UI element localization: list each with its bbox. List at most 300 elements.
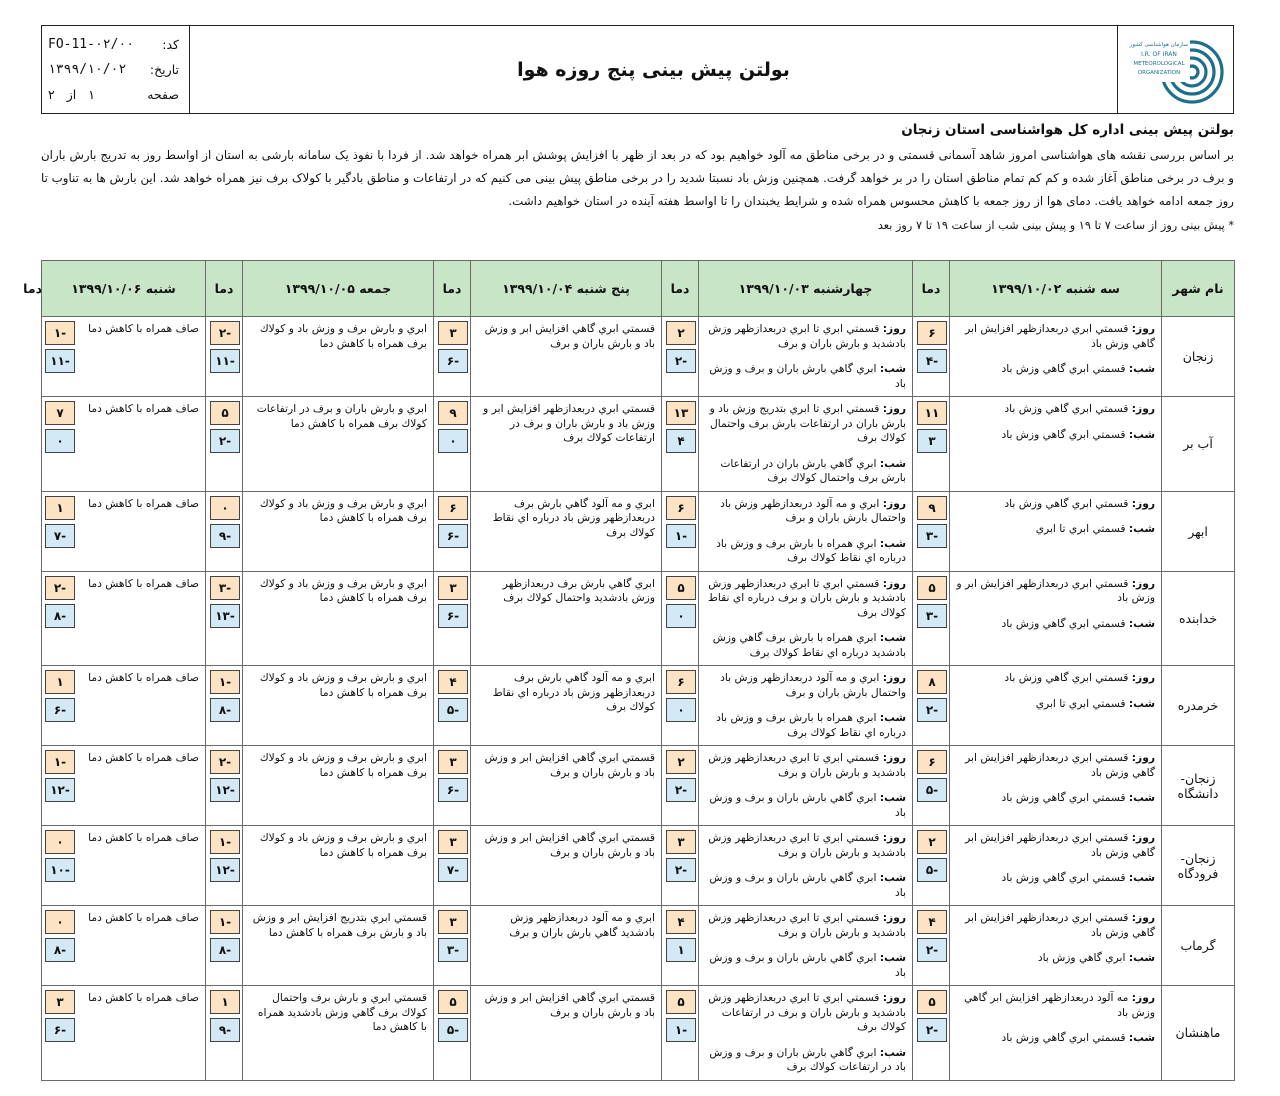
night-label: شب: (879, 1045, 906, 1059)
day-text: قسمتي ابري دربعدازظهر افزايش ابر و وزش باد (956, 576, 1155, 604)
page-total: ۲ (48, 87, 55, 102)
bulletin-header (41, 25, 1234, 114)
header-temp-3: دما (434, 261, 471, 317)
night-text: ابري گاهي بارش باران و برف و وزش باد (709, 362, 906, 390)
min-temp: -۲ (666, 778, 696, 802)
max-temp: ۵ (666, 990, 696, 1014)
night-forecast (705, 951, 906, 980)
night-forecast (956, 362, 1155, 377)
forecast-text: ابري و بارش برف و وزش باد و كولاك برف همراه با كاهش دما (259, 831, 427, 859)
temp-cell (913, 826, 950, 906)
night-text: ابري گاهي بارش باران در ارتفاعات بارش برف واحتمال كولاك برف (720, 456, 906, 484)
night-forecast (705, 631, 906, 660)
min-temp: -۴ (917, 349, 947, 373)
header-day-2: چهارشنبه ۱۳۹۹/۱۰/۰۳ (699, 261, 913, 317)
day-text: قسمتي ابري دربعدازظهر افزايش ابر گاهي وزش باد (965, 751, 1155, 779)
temp-cell (434, 826, 471, 906)
min-temp: -۱۳ (210, 604, 240, 628)
city-name: زنجان-فرودگاه (1162, 826, 1235, 906)
night-label: شب: (1128, 951, 1155, 964)
forecast-cell (950, 317, 1162, 397)
day-label: روز: (882, 751, 906, 764)
night-text: ابري همراه با بارش برف و وزش باد درباره اي نقاط كولاك برف (716, 711, 906, 739)
min-temp: ۰ (666, 698, 696, 722)
night-forecast (956, 871, 1155, 886)
day-forecast (705, 322, 906, 351)
temp-cell (913, 317, 950, 397)
night-forecast (956, 617, 1155, 632)
day-text: قسمتي ابري تا ابري دربعدازظهر وزش بادشديد و بارش باران و برف (708, 322, 906, 350)
forecast-text: قسمتي ابري گاهي افزايش ابر و وزش باد و بارش باران و برف (484, 991, 655, 1019)
day-forecast (705, 911, 906, 940)
table-row (42, 746, 1235, 826)
night-label: شب: (1128, 362, 1155, 375)
page-of: از (66, 87, 77, 102)
day-text: قسمتي ابري تا ابري دربعدازظهر وزش بادشديد و بارش باران و برف (708, 911, 906, 939)
forecast-cell (699, 571, 913, 666)
forecast-cell (699, 826, 913, 906)
temp-cell (662, 746, 699, 826)
city-name: زنجان-دانشگاه (1162, 746, 1235, 826)
day-text: ابري و مه آلود دربعدازظهر وزش باد واحتمال بارش باران و برف (720, 496, 906, 524)
min-temp: ۳ (917, 429, 947, 453)
forecast-cell (471, 906, 662, 986)
max-temp: ۶ (917, 321, 947, 345)
temp-cell (206, 746, 243, 826)
min-temp: -۱۰ (45, 858, 75, 882)
forecast-cell (950, 826, 1162, 906)
forecast-text: صاف همراه با كاهش دما (88, 911, 199, 924)
forecast-cell (699, 491, 913, 571)
min-temp: -۲ (666, 349, 696, 373)
day-forecast (956, 497, 1155, 512)
meta-code (48, 32, 179, 57)
forecast-cell (699, 746, 913, 826)
max-temp: ۱۱ (917, 401, 947, 425)
intro-body: بر اساس بررسی نقشه های هواشناسی امروز شاهد آسمانی قسمتی و در برخی مناطق مه آلود خواهیم بود که در بعد از ظهر با افزایش پوشش ابر همراه خواهد شد. از فردا با نفوذ یک سامانه بارشی به استان از اواسط روز به تدریج بارش باران و برف در برخی مناطق آغاز شده و کم کم تمام مناطق استان را در بر خواهد گرفت. همچنین وزش باد نسبتا شدید را در برخی مناطق پیش بینی می کنیم که در ارتفاعات و مناطق بادگیر با کولاک برف نیز همراه خواهد شد. این بارش ها به تناوب تا روز جمعه ادامه خواهد یافت. دمای هوا از روز جمعه با کاهش محسوس همراه شده و شرایط یخبندان را تا اواسط هفته آینده در استان خواهیم داشت. (41, 148, 1234, 208)
document-meta (42, 26, 190, 113)
night-label: شب: (879, 711, 906, 724)
max-temp: -۳ (210, 576, 240, 600)
forecast-cell (243, 666, 434, 746)
temp-cell (662, 986, 699, 1081)
day-label: روز: (1131, 911, 1155, 924)
meta-date (48, 57, 179, 82)
night-label: شب: (879, 631, 906, 644)
table-row (42, 491, 1235, 571)
day-forecast (956, 751, 1155, 780)
min-temp: -۹ (210, 524, 240, 548)
temp-cell (434, 746, 471, 826)
day-forecast (956, 402, 1155, 417)
header-day-3: پنج شنبه ۱۳۹۹/۱۰/۰۴ (471, 261, 662, 317)
temp-cell (913, 746, 950, 826)
table-row (42, 986, 1235, 1081)
min-temp: -۳ (438, 938, 468, 962)
max-temp: ۶ (666, 670, 696, 694)
max-temp: ۵ (666, 576, 696, 600)
max-temp: ۵ (917, 576, 947, 600)
night-forecast (705, 537, 906, 566)
city-name: خرمدره (1162, 666, 1235, 746)
temp-cell (206, 491, 243, 571)
max-temp: ۶ (438, 496, 468, 520)
min-temp: -۲ (210, 429, 240, 453)
table-row (42, 906, 1235, 986)
min-temp: ۰ (666, 604, 696, 628)
max-temp: ۶ (917, 750, 947, 774)
meteorological-organization-logo (1124, 32, 1228, 108)
max-temp: ۳ (438, 576, 468, 600)
max-temp: ۴ (917, 910, 947, 934)
forecast-cell (471, 826, 662, 906)
night-label: شب: (879, 456, 906, 470)
forecast-text: ابري و مه آلود دربعدازظهر وزش بادشديد گاهي بارش باران و برف (509, 911, 655, 939)
forecast-text: قسمتي ابري گاهي افزايش ابر و وزش باد و بارش باران و برف (484, 322, 655, 350)
min-temp: -۸ (45, 604, 75, 628)
day-label: روز: (882, 911, 906, 924)
forecast-text: صاف همراه با كاهش دما (88, 576, 199, 590)
night-label: شب: (879, 536, 906, 550)
min-temp: -۶ (438, 349, 468, 373)
night-forecast (705, 871, 906, 900)
temp-cell (206, 986, 243, 1081)
header-temp-4: دما (206, 261, 243, 317)
forecast-text: ابري و مه آلود گاهي بارش برف دربعدازظهر وزش باد درباره اي نقاط كولاك برف (492, 496, 655, 539)
day-text: قسمتي ابري دربعدازظهر افزايش ابر گاهي وزش باد (965, 911, 1155, 939)
temp-cell (434, 397, 471, 492)
day-text: قسمتي ابري دربعدازظهر افزايش ابر گاهي وزش باد (965, 322, 1155, 350)
intro-heading: بولتن پیش بینی اداره کل هواشناسی استان زنجان (901, 122, 1234, 138)
page-number (48, 87, 95, 102)
header-temp-2: دما (662, 261, 699, 317)
min-temp: -۱۲ (45, 778, 75, 802)
temp-cell (662, 571, 699, 666)
day-forecast (956, 831, 1155, 860)
min-temp: -۱۲ (210, 858, 240, 882)
day-label: روز: (882, 576, 906, 590)
day-forecast (956, 671, 1155, 686)
min-temp: -۶ (45, 698, 75, 722)
min-temp: -۲ (917, 938, 947, 962)
day-forecast (956, 577, 1155, 606)
night-forecast (705, 711, 906, 740)
forecast-time-note: * پیش بینی روز از ساعت ۷ تا ۱۹ و پیش بینی شب از ساعت ۱۹ تا ۷ روز بعد (877, 219, 1234, 232)
forecast-text: قسمتي ابري و بارش برف واحتمال كولاك برف گاهي وزش بادشديد همراه با كاهش دما (257, 991, 427, 1033)
forecast-text: قسمتي ابري بتدريج افزايش ابر و وزش باد و بارش برف همراه با كاهش دما (252, 911, 427, 939)
header-day-4: جمعه ۱۳۹۹/۱۰/۰۵ (243, 261, 434, 317)
forecast-cell (950, 986, 1162, 1081)
min-temp: -۱۱ (45, 349, 75, 373)
night-text: ابري گاهي وزش باد (1037, 951, 1126, 964)
night-text: قسمتي ابري تا ابري (1035, 522, 1126, 535)
day-forecast (705, 991, 906, 1035)
max-temp: ۹ (917, 496, 947, 520)
night-forecast (705, 457, 906, 486)
max-temp: ۱ (210, 990, 240, 1014)
forecast-text: صاف همراه با كاهش دما (88, 991, 199, 1004)
night-text: قسمتي ابري گاهي وزش باد (1001, 1031, 1126, 1044)
forecast-cell (243, 397, 434, 492)
forecast-text: صاف همراه با كاهش دما (88, 671, 199, 684)
forecast-cell (471, 666, 662, 746)
date-value: ۱۳۹۹/۱۰/۰۲ (48, 62, 127, 77)
night-label: شب: (1128, 1031, 1155, 1044)
min-temp: -۳ (917, 524, 947, 548)
city-name: زنجان (1162, 317, 1235, 397)
city-name: ماهنشان (1162, 986, 1235, 1081)
max-temp: ۲ (917, 830, 947, 854)
temp-cell (913, 397, 950, 492)
day-text: قسمتي ابري تا ابري دربعدازظهر وزش بادشديد و بارش باران و برف در ارتفاعات كولاك برف (708, 991, 906, 1033)
min-temp: -۷ (45, 524, 75, 548)
max-temp: -۱ (210, 910, 240, 934)
max-temp: ۵ (438, 990, 468, 1014)
day-forecast (705, 577, 906, 621)
max-temp: ۴ (666, 910, 696, 934)
min-temp: -۱۲ (210, 778, 240, 802)
logo-text-1: سازمان هواشناسی کشور (1129, 41, 1188, 48)
forecast-text: صاف همراه با كاهش دما (88, 751, 199, 764)
forecast-text: ابري و بارش برف و وزش باد و كولاك برف همراه با كاهش دما (259, 751, 427, 779)
min-temp: -۶ (45, 1018, 75, 1042)
max-temp: -۱ (45, 750, 75, 774)
min-temp: -۱ (666, 524, 696, 548)
meta-page (48, 82, 179, 107)
forecast-text: صاف همراه با كاهش دما (88, 831, 199, 844)
day-label: روز: (882, 496, 906, 510)
city-name: آب بر (1162, 397, 1235, 492)
max-temp: ۲ (666, 321, 696, 345)
max-temp: ۲ (666, 750, 696, 774)
max-temp: ۳ (438, 830, 468, 854)
forecast-text: صاف همراه با كاهش دما (88, 322, 199, 335)
min-temp: -۳ (917, 604, 947, 628)
min-temp: -۲ (917, 1018, 947, 1042)
day-label: روز: (1131, 991, 1155, 1004)
max-temp: ۵ (917, 990, 947, 1014)
max-temp: ۳ (438, 750, 468, 774)
min-temp: -۵ (917, 778, 947, 802)
day-label: روز: (1131, 496, 1155, 510)
min-temp: -۸ (45, 938, 75, 962)
night-text: قسمتي ابري گاهي وزش باد (1001, 871, 1126, 884)
page-title: بولتن پیش بینی پنج روزه هوا (517, 58, 790, 81)
forecast-cell (699, 986, 913, 1081)
table-row (42, 666, 1235, 746)
night-text: قسمتي ابري تا ابري (1035, 696, 1126, 710)
night-text: قسمتي ابري گاهي وزش باد (1001, 362, 1126, 375)
forecast-cell (699, 397, 913, 492)
day-label: روز: (882, 402, 906, 415)
forecast-cell (471, 571, 662, 666)
day-label: روز: (882, 831, 906, 844)
header-day-1: سه شنبه ۱۳۹۹/۱۰/۰۲ (950, 261, 1162, 317)
day-text: قسمتي ابري گاهي وزش باد (1004, 671, 1129, 684)
temp-cell (662, 397, 699, 492)
day-forecast (705, 402, 906, 446)
header-day-5: شنبه ۱۳۹۹/۱۰/۰۶ (42, 261, 206, 317)
temp-cell (434, 906, 471, 986)
max-temp: ۳ (45, 990, 75, 1014)
max-temp: ۱ (45, 496, 75, 520)
table-row (42, 571, 1235, 666)
city-name: خدابنده (1162, 571, 1235, 666)
day-text: قسمتي ابري دربعدازظهر افزايش ابر گاهي وزش باد (965, 831, 1155, 859)
max-temp: -۲ (210, 321, 240, 345)
day-forecast (705, 497, 906, 526)
day-forecast (956, 991, 1155, 1020)
max-temp: -۲ (45, 576, 75, 600)
day-text: قسمتي ابري تا ابري دربعدازظهر وزش بادشديد و بارش باران و برف (708, 831, 906, 859)
night-forecast (956, 697, 1155, 712)
min-temp: -۵ (438, 698, 468, 722)
day-text: قسمتي ابري تا ابري دربعدازظهر وزش بادشديد و بارش باران و برف (708, 751, 906, 779)
max-temp: ۱۳ (666, 401, 696, 425)
temp-cell (434, 666, 471, 746)
forecast-text: ابري و بارش باران و برف در ارتفاعات كولاك برف همراه با كاهش دما (256, 402, 427, 430)
forecast-text: صاف همراه با كاهش دما (88, 496, 199, 510)
night-text: ابري همراه با بارش برف و وزش باد درباره اي نقاط كولاك برف (716, 536, 906, 564)
max-temp: ۷ (45, 401, 75, 425)
max-temp: ۰ (45, 910, 75, 934)
day-forecast (705, 671, 906, 700)
night-text: قسمتي ابري گاهي وزش باد (1001, 791, 1126, 804)
forecast-cell (471, 491, 662, 571)
max-temp: -۱ (210, 670, 240, 694)
day-text: قسمتي ابري تا ابري دربعدازظهر وزش بادشديد و بارش باران و برف درباره اي نقاط كولاك برف (707, 576, 906, 619)
forecast-text: ابري و مه آلود گاهي بارش برف دربعدازظهر وزش باد درباره اي نقاط كولاك برف (492, 671, 655, 713)
code-label: کد: (162, 37, 179, 52)
forecast-cell (243, 746, 434, 826)
max-temp: ۳ (438, 321, 468, 345)
header-city: نام شهر (1162, 261, 1235, 317)
min-temp: -۸ (210, 938, 240, 962)
night-forecast (705, 1046, 906, 1075)
night-label: شب: (1128, 696, 1155, 710)
night-forecast (705, 362, 906, 391)
min-temp: -۶ (438, 524, 468, 548)
day-label: روز: (1131, 402, 1155, 415)
city-name: گرماب (1162, 906, 1235, 986)
min-temp: -۱۱ (210, 349, 240, 373)
max-temp: ۹ (438, 401, 468, 425)
min-temp: ۰ (45, 429, 75, 453)
night-forecast (956, 428, 1155, 443)
table-header-row: نام شهر سه شنبه ۱۳۹۹/۱۰/۰۲ دما چهارشنبه ۱۳۹۹/۱۰/۰۳ دما پنج شنبه ۱۳۹۹/۱۰/۰۴ دما جمعه ۱۳۹۹/۱۰/۰۵ دما شنبه ۱۳۹۹/۱۰/۰۶ دما (42, 261, 1235, 317)
forecast-cell (950, 491, 1162, 571)
forecast-cell (471, 986, 662, 1081)
day-text: قسمتي ابري گاهي وزش باد (1004, 496, 1129, 510)
max-temp: ۰ (45, 830, 75, 854)
max-temp: ۵ (210, 401, 240, 425)
night-forecast (956, 951, 1155, 966)
temp-cell (206, 906, 243, 986)
day-forecast (956, 911, 1155, 940)
forecast-cell (950, 571, 1162, 666)
forecast-cell (471, 317, 662, 397)
min-temp: -۸ (210, 698, 240, 722)
max-temp: ۱ (45, 670, 75, 694)
night-label: شب: (879, 871, 906, 884)
temp-cell (434, 317, 471, 397)
city-name: ابهر (1162, 491, 1235, 571)
forecast-cell (243, 571, 434, 666)
day-label: روز: (1131, 576, 1155, 590)
night-text: قسمتي ابري گاهي وزش باد (1001, 616, 1126, 630)
logo-text-2: I.R. OF IRAN (1140, 50, 1177, 58)
forecast-text: ابري گاهي بارش برف دربعدازظهر وزش بادشديد واحتمال كولاك برف (502, 576, 655, 604)
max-temp: ۰ (210, 496, 240, 520)
temp-cell (434, 571, 471, 666)
night-text: ابري گاهي بارش باران و برف و وزش باد (709, 791, 906, 819)
temp-cell (913, 906, 950, 986)
night-text: ابري گاهي بارش باران و برف و وزش باد (709, 951, 906, 979)
min-temp: -۹ (210, 1018, 240, 1042)
min-temp: -۷ (438, 858, 468, 882)
day-forecast (705, 751, 906, 780)
day-label: روز: (1131, 322, 1155, 335)
day-label: روز: (1131, 831, 1155, 844)
temp-cell (206, 317, 243, 397)
min-temp: ۴ (666, 429, 696, 453)
temp-cell (913, 571, 950, 666)
temp-cell (662, 826, 699, 906)
table-row (42, 826, 1235, 906)
day-label: روز: (882, 671, 906, 684)
forecast-text: قسمتي ابري دربعدازظهر افزايش ابر و وزش باد و بارش باران و برف در ارتفاعات كولاك برف (483, 402, 655, 444)
page-num: ۱ (88, 87, 95, 102)
temp-cell (662, 906, 699, 986)
max-temp: -۱ (210, 830, 240, 854)
night-label: شب: (879, 951, 906, 964)
forecast-text: ابري و بارش برف و وزش باد و كولاك برف همراه با كاهش دما (259, 671, 427, 699)
night-label: شب: (1128, 871, 1155, 884)
temp-cell (913, 491, 950, 571)
max-temp: -۲ (210, 750, 240, 774)
min-temp: -۶ (438, 778, 468, 802)
night-forecast (956, 791, 1155, 806)
logo-text-4: ORGANIZATION (1137, 69, 1180, 76)
night-text: ابري گاهي بارش باران و برف و وزش باد در ارتفاعات كولاك برف (709, 1045, 906, 1073)
page-label: صفحه (147, 87, 179, 102)
forecast-text: صاف همراه با كاهش دما (88, 402, 199, 415)
day-label: روز: (882, 322, 906, 335)
night-label: شب: (1128, 427, 1155, 441)
forecast-cell (950, 746, 1162, 826)
day-forecast (956, 322, 1155, 351)
min-temp: -۵ (917, 858, 947, 882)
forecast-text: ابري و بارش برف و وزش باد و كولاك برف همراه با كاهش دما (259, 576, 427, 604)
night-text: ابري همراه با بارش برف گاهي وزش بادشديد درباره اي نقاط كولاك برف (712, 631, 906, 659)
day-label: روز: (882, 991, 906, 1004)
temp-cell (206, 571, 243, 666)
temp-cell (913, 666, 950, 746)
forecast-text: قسمتي ابري گاهي افزايش ابر و وزش باد و بارش باران و برف (484, 831, 655, 859)
day-text: قسمتي ابري تا ابري بتدريج وزش باد و بارش باران در ارتفاعات بارش برف واحتمال كولاك برف (709, 402, 906, 444)
max-temp: ۸ (917, 670, 947, 694)
forecast-table (23, 260, 1235, 1081)
day-text: قسمتي ابري گاهي وزش باد (1004, 402, 1129, 415)
temp-cell (206, 666, 243, 746)
forecast-cell (471, 397, 662, 492)
min-temp: -۲ (917, 698, 947, 722)
min-temp: -۵ (438, 1018, 468, 1042)
temp-cell (434, 986, 471, 1081)
max-temp: ۳ (438, 910, 468, 934)
forecast-cell (243, 986, 434, 1081)
min-temp: -۱ (666, 1018, 696, 1042)
